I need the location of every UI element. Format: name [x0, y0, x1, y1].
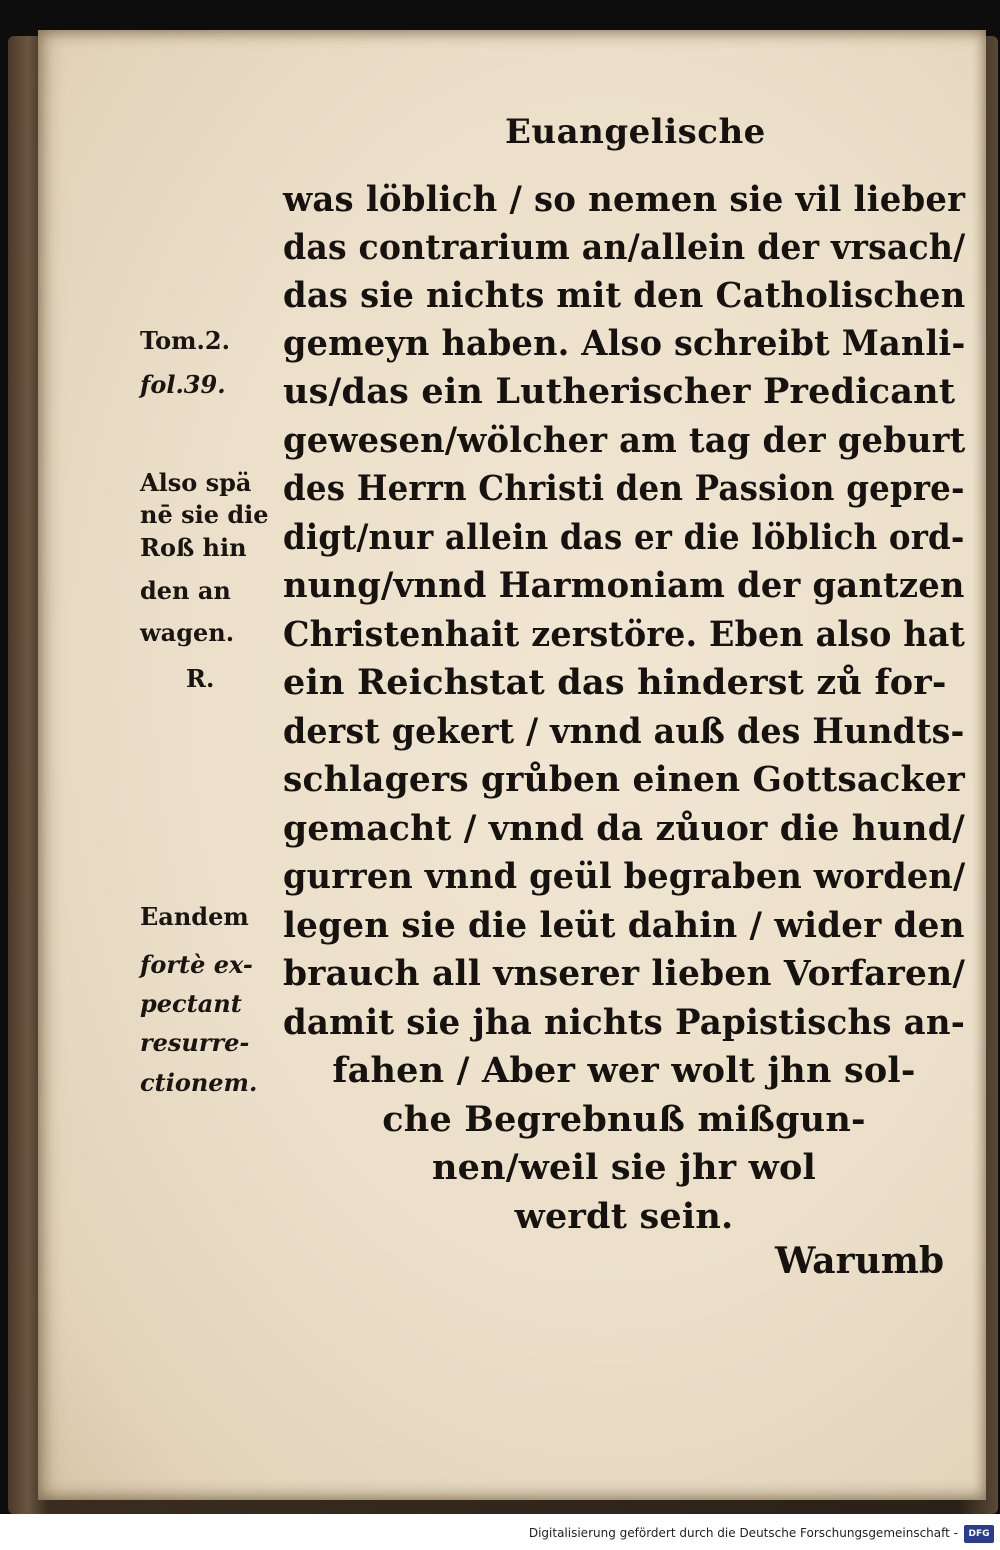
footer-bar [0, 1514, 1000, 1550]
margin-note-line: wagen. [140, 618, 235, 647]
margin-ref-volume: Tom.2. [140, 326, 230, 355]
text-line: digt/nur allein das er die löblich ord- [283, 517, 965, 558]
text-line: schlagers grůben einen Gottsacker [283, 759, 965, 800]
closing-line: nen/weil sie jhr wol [431, 1147, 817, 1188]
text-line: damit sie jha nichts Papistischs an- [283, 1002, 966, 1043]
margin-ref-folio: fol.39. [140, 370, 226, 399]
margin-note-line: Roß hin [140, 533, 247, 562]
text-line: legen sie die leüt dahin / wider den [283, 905, 965, 946]
text-line: ein Reichstat das hinderst zů for- [283, 662, 947, 703]
margin-note-mark: R. [186, 664, 215, 693]
margin-note-line: ctionem. [140, 1068, 258, 1097]
margin-note-line: Eandem [140, 902, 249, 931]
closing-line: che Begrebnuß mißgun- [382, 1099, 866, 1140]
dfg-logo-icon: DFG [964, 1525, 994, 1543]
text-line: derst gekert / vnnd auß des Hundts- [283, 711, 965, 752]
text-line: nung/vnnd Harmoniam der gantzen [283, 565, 965, 606]
text-line: das contrarium an/allein der vrsach/ [283, 227, 966, 268]
text-line: gemacht / vnnd da zůuor die hund/ [283, 808, 965, 849]
running-head: Euangelische [505, 112, 766, 152]
text-line: was löblich / so nemen sie vil lieber [283, 179, 966, 220]
margin-note-line: resurre- [140, 1028, 250, 1057]
text-line: gurren vnnd geül begraben worden/ [283, 856, 966, 897]
text-line: das sie nichts mit den Catholischen [283, 275, 966, 316]
text-line: des Herrn Christi den Passion gepre- [283, 468, 965, 509]
funding-notice: Digitalisierung gefördert durch die Deutsche Forschungsgemeinschaft - [528, 1526, 958, 1540]
text-line: us/das ein Lutherischer Predicant [283, 371, 956, 412]
margin-note-line: den an [140, 576, 231, 605]
text-line: Christenhait zerstöre. Eben also hat [283, 614, 966, 655]
closing-line: fahen / Aber wer wolt jhn sol- [332, 1050, 916, 1091]
text-line: gewesen/wölcher am tag der geburt [283, 420, 966, 461]
margin-note-line: pectant [140, 989, 242, 1018]
text-line: gemeyn haben. Also schreibt Manli- [283, 323, 966, 364]
text-line: brauch all vnserer lieben Vorfaren/ [283, 953, 966, 994]
margin-note-line: Also spä [140, 468, 252, 497]
closing-line: werdt sein. [514, 1196, 734, 1237]
margin-note-line: fortè ex- [140, 950, 253, 979]
catchword: Warumb [775, 1240, 945, 1282]
margin-note-line: nē sie die [140, 500, 269, 529]
